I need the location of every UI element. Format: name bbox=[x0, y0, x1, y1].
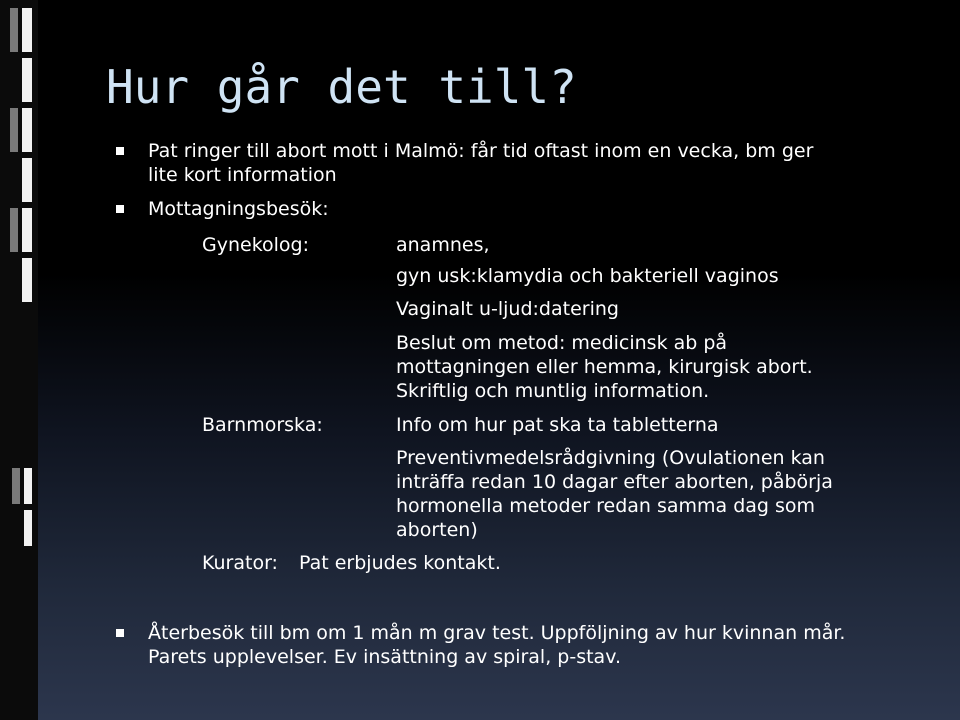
gynekolog-label: Gynekolog: bbox=[202, 234, 310, 256]
barnmorska-item: Preventivmedelsrådgivning (Ovulationen kan bbox=[396, 447, 825, 469]
bullet-square-icon bbox=[116, 629, 124, 637]
barnmorska-item: Info om hur pat ska ta tabletterna bbox=[396, 414, 719, 436]
last-bullet-line-2: Parets upplevelser. Ev insättning av spiral, p-stav. bbox=[148, 646, 622, 668]
barnmorska-item: aborten) bbox=[396, 519, 478, 541]
barnmorska-item: hormonella metoder redan samma dag som bbox=[396, 495, 816, 517]
slide-title: Hur går det till? bbox=[106, 60, 577, 114]
grid-decoration bbox=[0, 0, 38, 720]
gynekolog-item: Skriftlig och muntlig information. bbox=[396, 380, 710, 402]
gynekolog-item: Beslut om metod: medicinsk ab på bbox=[396, 332, 728, 354]
gynekolog-item: gyn usk:klamydia och bakteriell vaginos bbox=[396, 265, 779, 287]
bullet-1-line-2: lite kort information bbox=[148, 164, 337, 186]
kurator-text: Pat erbjudes kontakt. bbox=[299, 552, 501, 574]
kurator-label: Kurator: bbox=[202, 552, 278, 574]
gynekolog-item: mottagningen eller hemma, kirurgisk abort. bbox=[396, 356, 813, 378]
last-bullet-line-1: Återbesök till bm om 1 mån m grav test. Uppföljning av hur kvinnan mår. bbox=[148, 622, 846, 644]
gynekolog-item: Vaginalt u-ljud:datering bbox=[396, 298, 619, 320]
barnmorska-item: inträffa redan 10 dagar efter aborten, påbörja bbox=[396, 471, 833, 493]
bullet-square-icon bbox=[116, 147, 124, 155]
bullet-2-line-1: Mottagningsbesök: bbox=[148, 198, 329, 220]
bullet-square-icon bbox=[116, 205, 124, 213]
barnmorska-label: Barnmorska: bbox=[202, 414, 323, 436]
bullet-1-line-1: Pat ringer till abort mott i Malmö: får tid oftast inom en vecka, bm ger bbox=[148, 140, 814, 162]
gynekolog-item: anamnes, bbox=[396, 234, 490, 256]
